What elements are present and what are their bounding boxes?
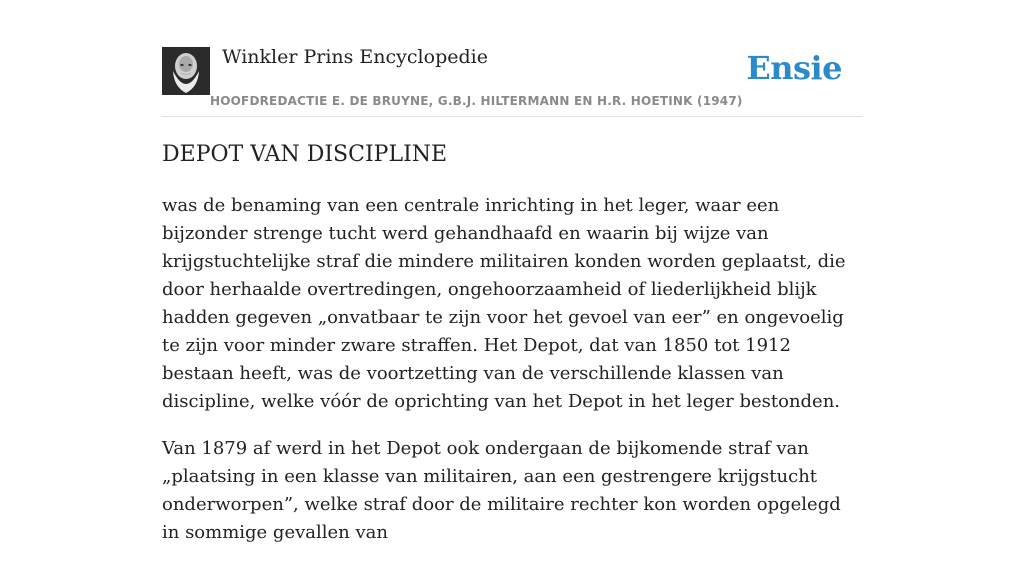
editors-line: HOOFDREDACTIE E. DE BRUYNE, G.B.J. HILTERMANN EN H.R. HOETINK (1947) [210, 94, 743, 108]
article-paragraph: was de benaming van een centrale inrichting in het leger, waar een bijzonder strenge tucht werd gehandhaafd en waarin bij wijze van krijgstuchtelijke straf die mindere militairen konden worden geplaatst, die door herhaalde overtredingen, ongehoorzaamheid of liederlijkheid blijk hadden gegeven „onvatbaar te zijn voor het gevoel van eer” en ongevoelig te zijn voor minder zware straffen. Het Depot, dat van 1850 tot 1912 bestaan heeft, was de voortzetting van de verschillende klassen van discipline, welke vóór de oprichting van het Depot in het leger bestonden. [162, 195, 846, 412]
article-title: DEPOT VAN DISCIPLINE [162, 142, 448, 167]
article-body [162, 192, 862, 566]
avatar [162, 47, 210, 95]
site-header [162, 40, 862, 117]
article-paragraph: Van 1879 af werd in het Depot ook ondergaan de bijkomende straf van „plaatsing in een klasse van militairen, aan een gestrengere krijgstucht onderworpen”, welke straf door de militaire rechter kon worden opgelegd in sommige gevallen van [162, 438, 841, 543]
brand-logo[interactable]: Ensie [746, 49, 842, 87]
site-title[interactable]: Winkler Prins Encyclopedie [222, 46, 488, 68]
bearded-man-portrait-icon [162, 47, 210, 95]
